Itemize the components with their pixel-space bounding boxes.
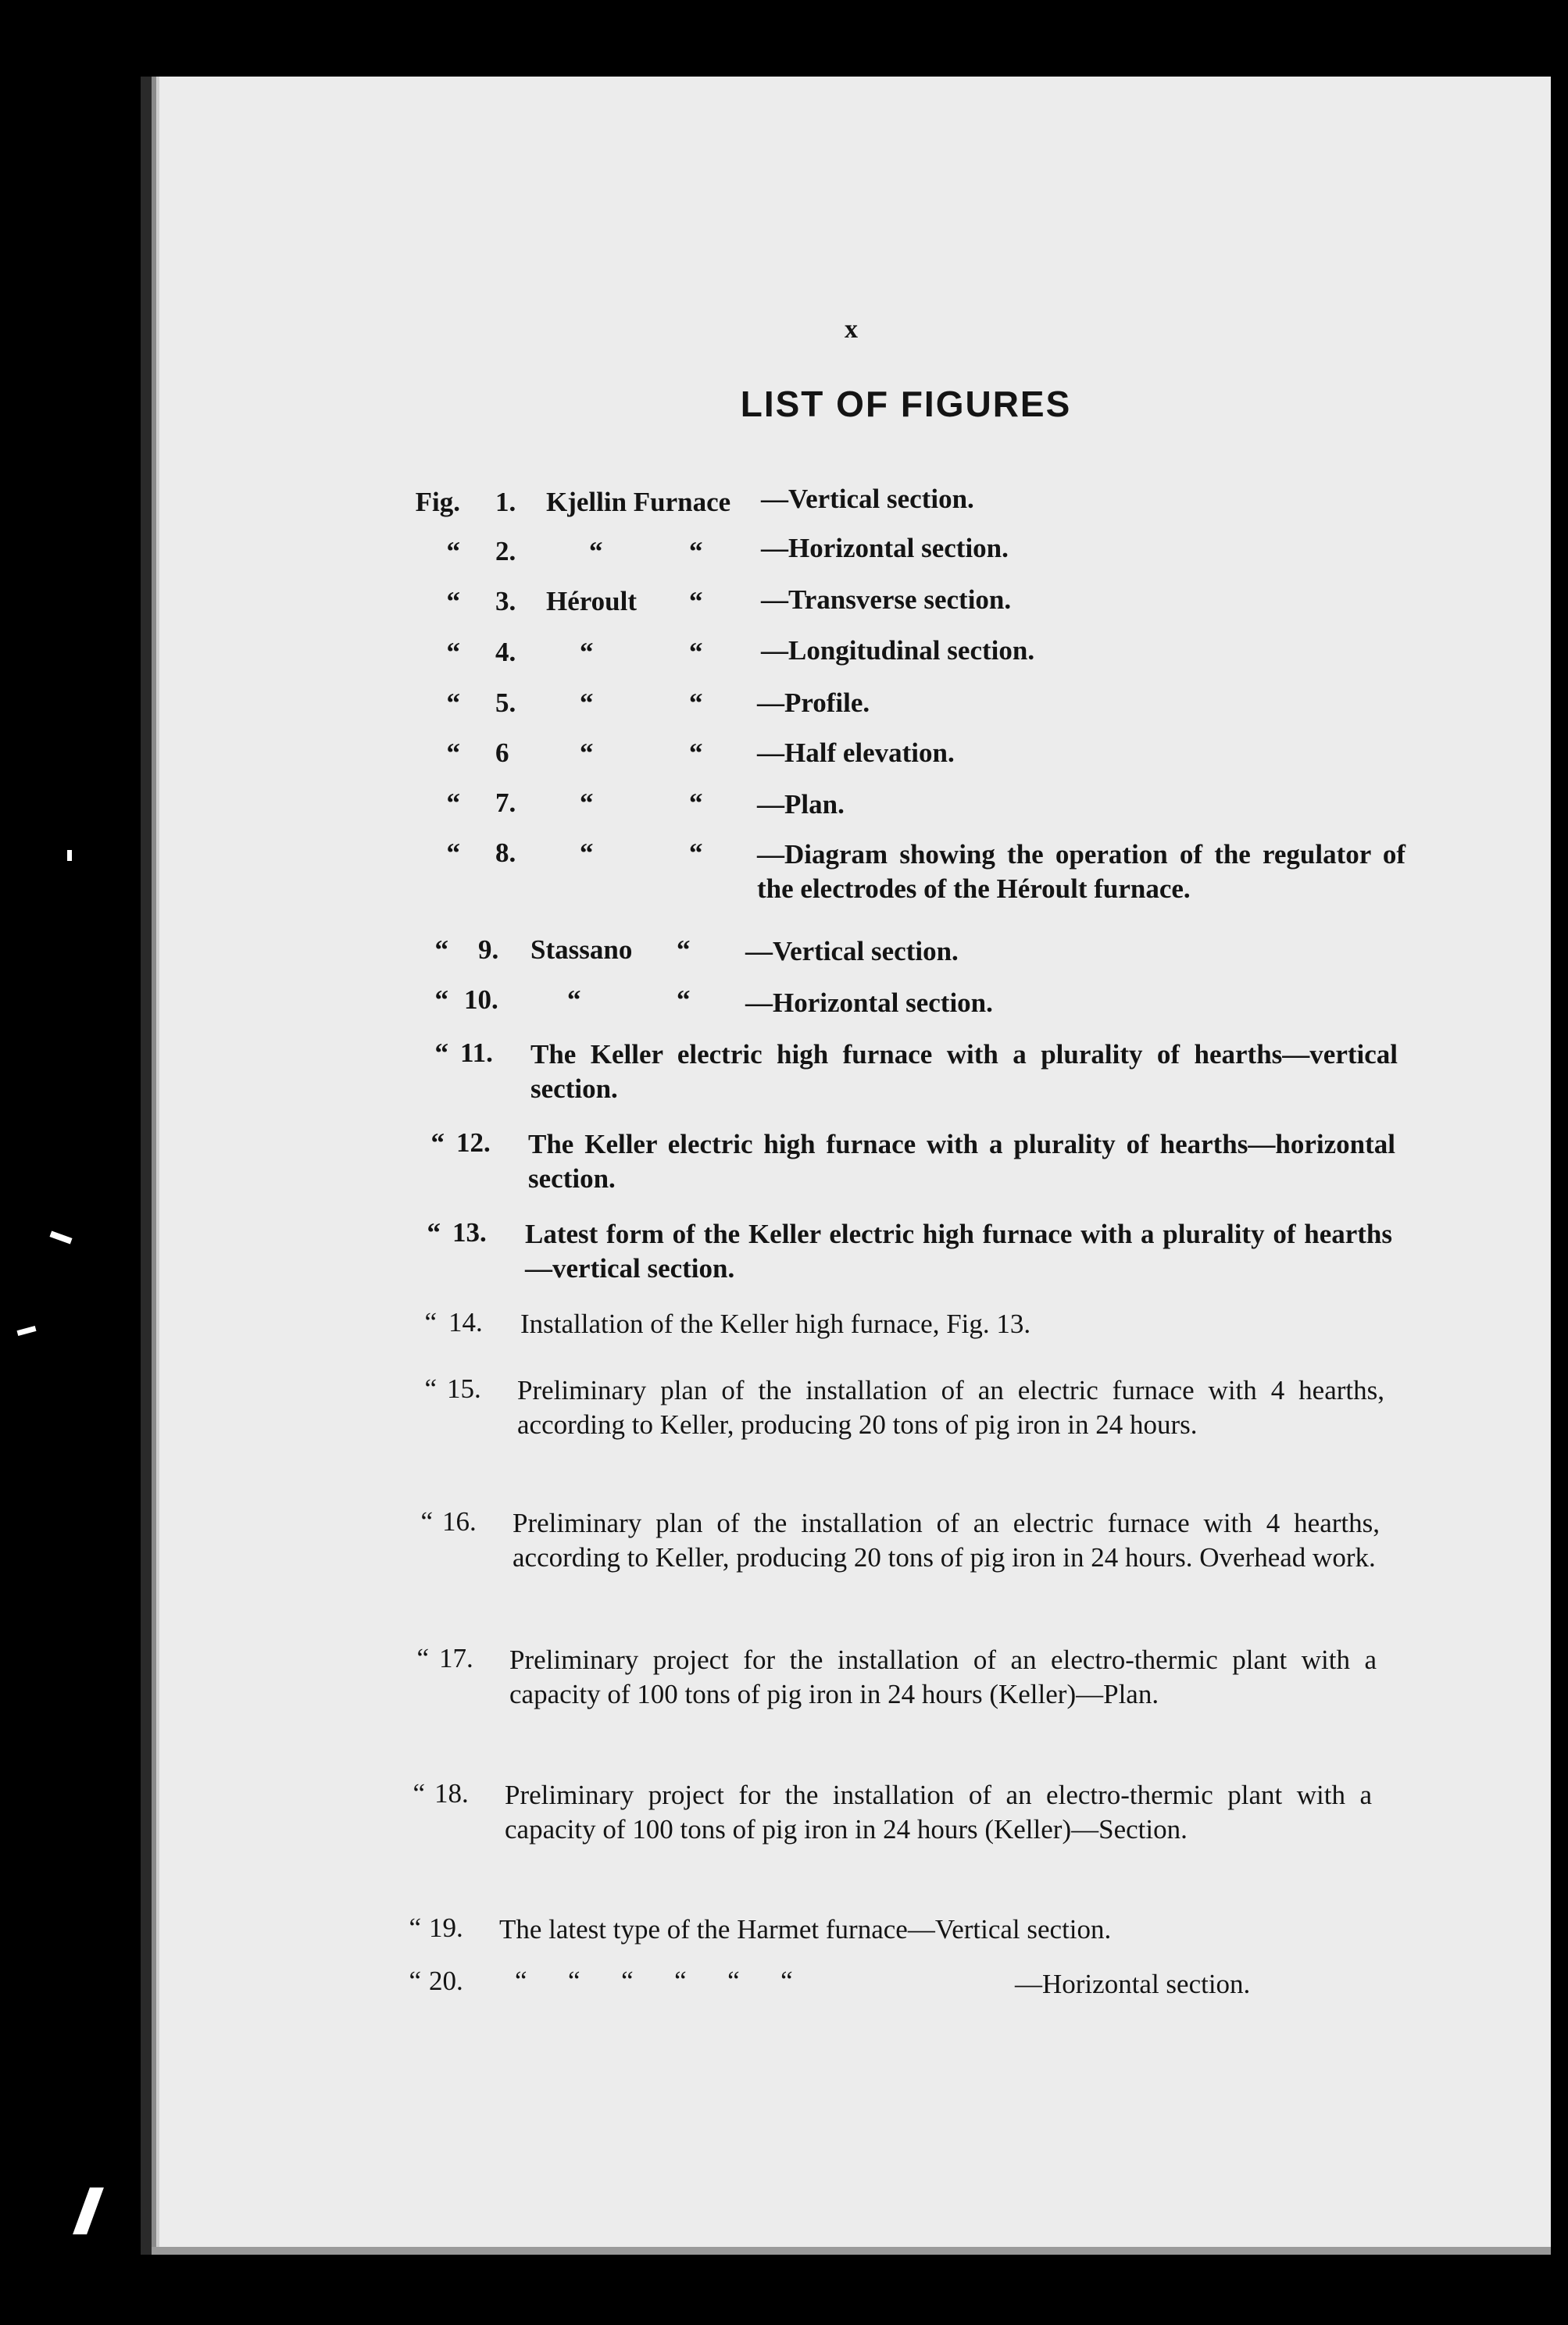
figure-caption: The latest type of the Harmet furnace—Vertical section.	[499, 1914, 1112, 1945]
figure-number: 2.	[495, 536, 516, 566]
figure-caption: Preliminary project for the installation of an electro-thermic plant with a capacity of 100 tons of pig iron in 24 hours (Keller)—Plan.	[509, 1645, 1377, 1709]
figure-prefix: “	[446, 838, 460, 868]
figure-prefix: “	[413, 1778, 425, 1809]
figure-prefix: Fig.	[415, 487, 460, 517]
figure-number: 15.	[447, 1373, 481, 1404]
figure-number: 9.	[478, 934, 499, 965]
ditto-mark: “	[689, 788, 703, 818]
figure-prefix: “	[446, 586, 460, 616]
figure-caption: Latest form of the Keller electric high furnace with a plurality of hearths—vertical section.	[525, 1219, 1392, 1284]
furnace-name: Kjellin Furnace	[546, 487, 731, 517]
figure-caption: Preliminary project for the installation of an electro-thermic plant with a capacity of 100 tons of pig iron in 24 hours (Keller)—Section.	[505, 1780, 1372, 1845]
figure-prefix: “	[446, 688, 460, 718]
ditto-marks: “ “ “ “ “ “	[515, 1966, 793, 1996]
ditto-mark: “	[580, 637, 594, 667]
scan-speck	[73, 2188, 104, 2234]
ditto-mark: “	[689, 838, 703, 868]
figure-number: 5.	[495, 688, 516, 718]
scan-speck	[17, 1326, 37, 1336]
ditto-mark: “	[689, 637, 703, 667]
ditto-mark: “	[677, 934, 691, 965]
figure-number: 6	[495, 738, 509, 768]
figure-caption: —Longitudinal section.	[761, 635, 1035, 666]
ditto-mark: “	[580, 738, 594, 768]
page-number: x	[845, 315, 858, 344]
figure-prefix: “	[409, 1966, 421, 1996]
figure-prefix: “	[446, 536, 460, 566]
ditto-mark: “	[677, 984, 691, 1015]
figure-prefix: “	[430, 1127, 445, 1158]
book-page	[141, 77, 1551, 2255]
figure-number: 8.	[495, 838, 516, 868]
ditto-mark: “	[580, 838, 594, 868]
ditto-mark: “	[689, 688, 703, 718]
figure-number: 12.	[456, 1127, 491, 1158]
figure-number: 7.	[495, 788, 516, 818]
figure-prefix: “	[434, 984, 448, 1015]
figure-caption: —Vertical section.	[761, 484, 974, 514]
scan-speck	[67, 850, 72, 861]
figure-prefix: “	[446, 637, 460, 667]
figure-prefix: “	[446, 738, 460, 768]
figure-prefix: “	[434, 1038, 448, 1068]
figure-number: 20.	[429, 1966, 463, 1996]
figure-prefix: “	[427, 1217, 441, 1248]
figure-caption: —Horizontal section.	[745, 988, 993, 1018]
figure-caption: —Half elevation.	[757, 738, 955, 768]
ditto-mark: “	[567, 984, 581, 1015]
figure-caption: Preliminary plan of the installation of an electric furnace with 4 hearths, according to Keller, producing 20 tons of pig iron in 24 hours.	[517, 1375, 1384, 1440]
figure-caption: Preliminary plan of the installation of an electric furnace with 4 hearths, according to Keller, producing 20 tons of pig iron in 24 hours. Overhead work.	[513, 1508, 1380, 1573]
ditto-mark: “	[689, 586, 703, 616]
figure-prefix: “	[409, 1912, 421, 1943]
figure-number: 19.	[429, 1912, 463, 1943]
ditto-mark: “	[689, 536, 703, 566]
figure-number: 11.	[460, 1038, 493, 1068]
figure-number: 17.	[439, 1643, 473, 1673]
ditto-mark: “	[589, 536, 603, 566]
figure-caption: —Profile.	[757, 688, 870, 718]
figure-caption: —Transverse section.	[761, 584, 1012, 615]
figure-caption: —Vertical section.	[745, 936, 959, 966]
figure-prefix: “	[416, 1643, 429, 1673]
figure-number: 16.	[442, 1506, 477, 1537]
ditto-mark: “	[580, 688, 594, 718]
furnace-name: Stassano	[530, 934, 633, 965]
figure-caption: —Horizontal section.	[761, 533, 1009, 563]
figure-caption: —Diagram showing the operation of the regulator of the electrodes of the Héroult furnace.	[757, 839, 1405, 904]
figure-caption: —Horizontal section.	[1015, 1969, 1251, 1999]
figure-prefix: “	[434, 934, 448, 965]
figure-caption: Installation of the Keller high furnace, Fig. 13.	[520, 1309, 1031, 1339]
scan-speck	[49, 1230, 72, 1244]
figure-caption: —Plan.	[757, 789, 845, 820]
figure-prefix: “	[424, 1373, 437, 1404]
figure-number: 1.	[495, 487, 516, 517]
figure-number: 10.	[464, 984, 498, 1015]
figure-number: 18.	[434, 1778, 469, 1809]
ditto-mark: “	[580, 788, 594, 818]
figure-prefix: “	[424, 1307, 437, 1338]
figure-prefix: “	[420, 1506, 433, 1537]
figure-caption: The Keller electric high furnace with a plurality of hearths—horizontal section.	[528, 1129, 1395, 1194]
figure-number: 3.	[495, 586, 516, 616]
ditto-mark: “	[689, 738, 703, 768]
figure-caption: The Keller electric high furnace with a plurality of hearths—vertical section.	[530, 1039, 1398, 1104]
figure-prefix: “	[446, 788, 460, 818]
furnace-name: Héroult	[546, 586, 638, 616]
figure-number: 14.	[448, 1307, 483, 1338]
figure-number: 4.	[495, 637, 516, 667]
figure-number: 13.	[452, 1217, 487, 1248]
page-title: LIST OF FIGURES	[740, 384, 1072, 424]
